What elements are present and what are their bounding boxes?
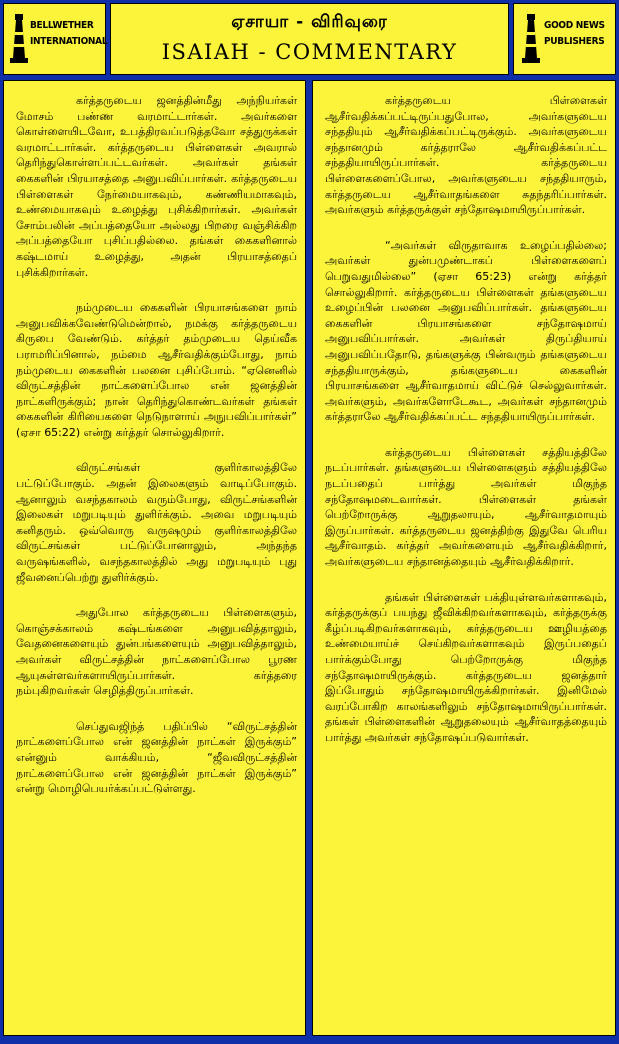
paragraph: விருட்சங்கள் குளிர்காலத்திலே பட்டுப்போகும். அதன் இலைகளும் வாடிப்போகும். ஆனாலும் வசந்தகாலம் வரும்போது, விருட்சங்களின் இலைகள் மறுபடியும் துளிர்க்கும். அவை மறுபடியும் கனிதரும். ஒவ்வொரு வருஷமும் குளிர்காலத்திலே விருட்சங்கள் பட்டுப்போனாலும், அந்தந்த வருஷங்களில், வசந்தகாலத்தில் அது மறுபடியும் புது ஜீவனைப்பெற்று துளிர்க்கும்.: [16, 461, 297, 584]
left-column: [3, 80, 306, 1036]
good-news-logo-text: GOOD NEWS PUBLISHERS: [544, 20, 605, 47]
paragraph: செப்துவஜிந்த் பதிப்பில் “விருட்சத்தின் நாட்களைப்போல என் ஜனத்தின் நாட்கள் இருக்கும்” என்னும் வாக்கியம், “ஜீவவிருட்சத்தின் நாட்களைப்போல என் ஜனத்தின் நாட்கள் இருக்கும்” என்று மொழிபெயர்க்கப்பட்டுள்ளது.: [16, 719, 297, 796]
title-box: [110, 3, 509, 75]
page-title-english: ISAIAH - COMMENTARY: [161, 40, 458, 64]
page-title-tamil: ஏசாயா - விரிவுரை: [231, 12, 388, 32]
lighthouse-icon: [522, 12, 540, 64]
paragraph: கர்த்தருடைய ஜனத்தின்மீது அந்நியர்கள் மோசம் பண்ண வரமாட்டார்கள். அவர்களை கொள்ளையிடவோ, உபத்திரவப்படுத்தவோ சத்துருக்கள் வரமாட்டார்கள். கர்த்தருடைய பிள்ளைகள் அவரால் தெரிந்துகொள்ளப்பட்டவர்கள். அவர்கள் தங்கள் கைகளின் பிரயாசத்தை அனுபவிப்பார்கள். கர்த்தருடைய பிள்ளைகள் நேர்மையாகவும், கண்ணியமாகவும், உண்மையாகவும் உழைத்து புசிக்கிறார்கள். அவர்கள் சோம்பலின் அப்பத்தையோ அல்லது பிறரை வஞ்சிக்கிற அப்பத்தையோ புசிப்பதில்லை. தங்கள் கைகளினால் கஷ்டமாய் உழைத்து, அதன் பிரயாசத்தைப் புசிக்கிறார்கள்.: [16, 94, 297, 279]
good-news-logo: [513, 3, 616, 75]
paragraph: அதுபோல கர்த்தருடைய பிள்ளைகளும், கொஞ்சக்காலம் கஷ்டங்களை அனுபவித்தாலும், வேதனைகளையும் துன்பங்களையும் அனுபவித்தாலும், அவர்கள் விருட்சத்தின் நாட்களைப்போல பூரண ஆயுசுள்ளவர்களாயிருப்பார்கள். கர்த்தரை நம்புகிறவர்கள் செழித்திருப்பார்கள்.: [16, 606, 297, 698]
paragraph: கர்த்தருடைய பிள்ளைகள் சத்தியத்திலே நடப்பார்கள். தங்களுடைய பிள்ளைகளும் சத்தியத்திலே நடப்பதைப் பார்த்து அவர்கள் மிகுந்த சந்தோஷமடைவார்கள். பிள்ளைகள் தங்கள் பெற்றோருக்கு ஆறுதலாயும், ஆசீர்வாதமாயும் இருப்பார்கள். கர்த்தருடைய ஜனத்திற்கு இதுவே பெரிய ஆசீர்வாதம். கர்த்தர் அவர்களையும் ஆசீர்வதிக்கிறார், அவர்களுடைய சந்தானத்தையும் ஆசீர்வதிக்கிறார்.: [325, 445, 607, 569]
paragraph: கர்த்தருடைய பிள்ளைகள் ஆசீர்வதிக்கப்பட்டிருப்பதுபோல, அவர்களுடைய சந்ததியும் ஆசீர்வதிக்கப்பட்டிருக்கும். அவர்களுடைய சந்தானமும் கர்த்தராலே ஆசீர்வதிக்கப்பட்ட சந்ததியாயிருப்பார்கள். கர்த்தருடைய பிள்ளைகளைப்போல, அவர்களுடைய சந்ததியாரும், கர்த்தருடைய ஆசீர்வாதங்களை சுதந்தரிப்பார்கள். அவர்களும் கர்த்தருக்குள் சந்தோஷமாயிருப்பார்கள்.: [325, 94, 607, 217]
bellwether-logo-text: BELLWETHER INTERNATIONAL: [30, 20, 108, 47]
header: [3, 3, 616, 77]
paragraph: “அவர்கள் விருதாவாக உழைப்பதில்லை; அவர்கள் துன்பமுண்டாகப் பிள்ளைகளைப் பெறுவதுமில்லை” (ஏசா 65:23) என்று கர்த்தர் சொல்லுகிறார். கர்த்தருடைய பிள்ளைகள் தங்களுடைய உழைப்பின் பலனை அனுபவிப்பார்கள். தங்களுடைய கைகளின் பிரயாசங்களை சந்தோஷமாய் அனுபவிப்பார்கள். அவர்கள் திருப்தியாய் அனுபவிப்பதோடு, தங்களுக்கு பின்வரும் தங்களுடைய சந்ததியாருக்கும், தங்களுடைய கைகளின் பிரயாசங்களை ஆசீர்வாதமாய் விட்டுச் செல்லுவார்கள். அவர்களும், அவர்களோடேகூட, அவர்கள் சந்தானமும் கர்த்தராலே ஆசீர்வதிக்கப்பட்ட சந்ததியாயிருப்பார்கள்.: [325, 238, 607, 424]
bellwether-logo: [3, 3, 106, 75]
lighthouse-icon: [10, 12, 28, 64]
right-column: [312, 80, 616, 1036]
paragraph: தங்கள் பிள்ளைகள் பக்தியுள்ளவர்களாகவும், கர்த்தருக்குப் பயந்து ஜீவிக்கிறவர்களாகவும், கர்த்தருக்கு கீழ்ப்படிகிறவர்களாகவும், கர்த்தருடைய ஊழியத்தை உண்மையாய்ச் செய்கிறவர்களாகவும் இருப்பதைப் பார்க்கும்போது பெற்றோருக்கு மிகுந்த சந்தோஷமாயிருக்கும். கர்த்தருடைய ஜனத்தார் இப்போதும் சந்தோஷமாயிருக்கிறார்கள். இனிமேல் வரப்போகிற காலங்களிலும் சந்தோஷமாயிருப்பார்கள். தங்கள் பிள்ளைகளின் ஆறுதலையும் ஆசீர்வாதத்தையும் பார்த்து அவர்கள் சந்தோஷப்படுவார்கள்.: [325, 590, 607, 744]
paragraph: நம்முடைய கைகளின் பிரயாசங்களை நாம் அனுபவிக்கவேண்டுமென்றால், நமக்கு கர்த்தருடைய கிருபை வேண்டும். கர்த்தர் தம்முடைய தெய்வீக பராமரிப்பினால், நம்மை ஆசீர்வதிக்கும்போது, நாம் நம்முடைய கைகளின் பலனை புசிப்போம். “ஏனெனில் விருட்சத்தின் நாட்களைப்போல என் ஜனத்தின் நாட்களிருக்கும்; நான் தெரிந்துகொண்டவர்கள் தங்கள் கைகளின் கிரியைகளை நெடுநாளாய் அநுபவிப்பார்கள்” (ஏசா 65:22) என்று கர்த்தர் சொல்லுகிறார்.: [16, 301, 297, 439]
